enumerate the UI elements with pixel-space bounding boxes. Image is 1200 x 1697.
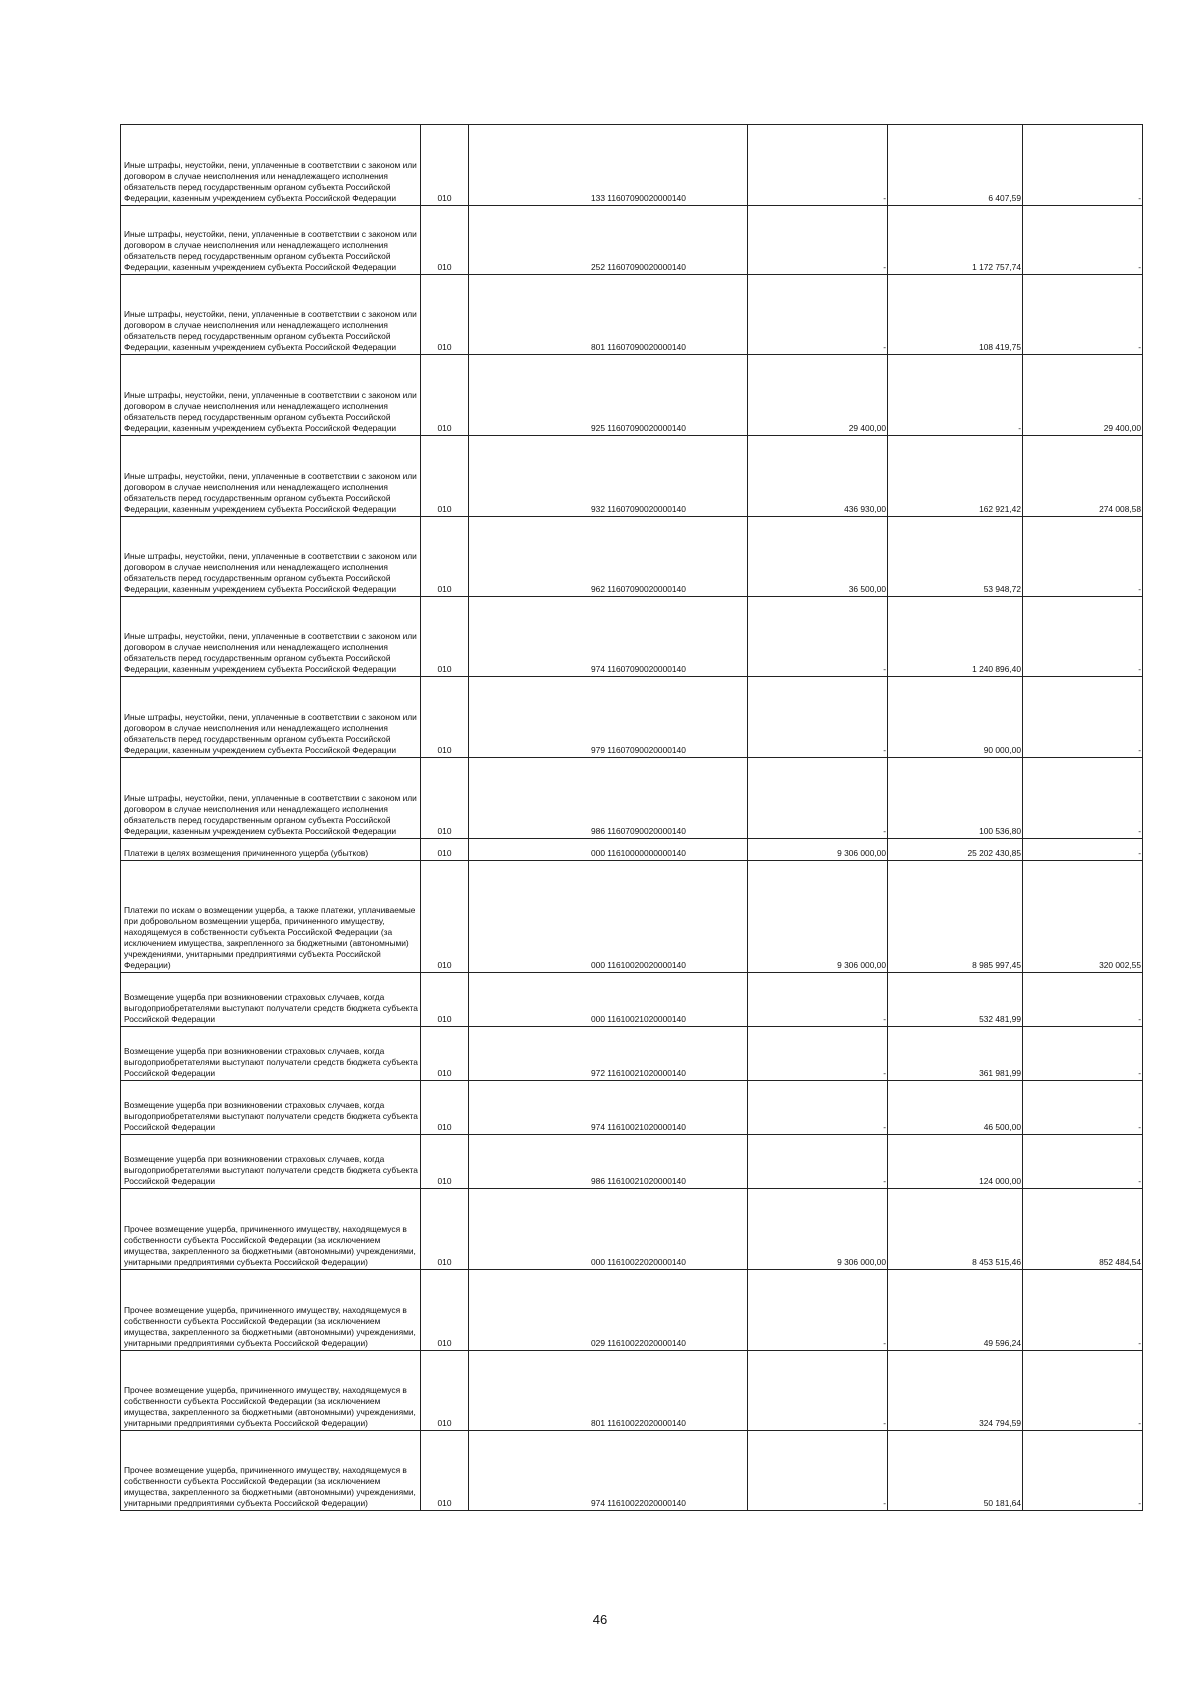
row-line-code-cell: 010 xyxy=(421,1431,469,1511)
table-row xyxy=(121,1270,1143,1351)
row-name-cell: Возмещение ущерба при возникновении страховых случаев, когда выгодоприобретателями выступают получатели средств бюджета субъекта Российской Федерации xyxy=(121,1027,421,1081)
row-assigned-cell: - xyxy=(748,677,888,758)
row-assigned-cell: - xyxy=(748,1027,888,1081)
row-unexecuted-cell: 29 400,00 xyxy=(1023,355,1143,436)
row-executed-cell: 49 596,24 xyxy=(888,1270,1023,1351)
row-name-cell: Иные штрафы, неустойки, пени, уплаченные в соответствии с законом или договором в случае неисполнения или ненадлежащего исполнения обязательств перед государственным органом субъекта Российской Федерации, казенным учреждением субъекта Российской Федерации xyxy=(121,355,421,436)
row-assigned-cell: - xyxy=(748,125,888,206)
row-line-code-cell: 010 xyxy=(421,758,469,839)
table-row xyxy=(121,1351,1143,1431)
row-name-cell: Иные штрафы, неустойки, пени, уплаченные в соответствии с законом или договором в случае неисполнения или ненадлежащего исполнения обязательств перед государственным органом субъекта Российской Федерации, казенным учреждением субъекта Российской Федерации xyxy=(121,517,421,597)
row-budget-code-cell: 974 11607090020000140 xyxy=(469,597,748,677)
row-assigned-cell: - xyxy=(748,1135,888,1189)
row-name-cell: Иные штрафы, неустойки, пени, уплаченные в соответствии с законом или договором в случае неисполнения или ненадлежащего исполнения обязательств перед государственным органом субъекта Российской Федерации, казенным учреждением субъекта Российской Федерации xyxy=(121,125,421,206)
row-name-cell: Иные штрафы, неустойки, пени, уплаченные в соответствии с законом или договором в случае неисполнения или ненадлежащего исполнения обязательств перед государственным органом субъекта Российской Федерации, казенным учреждением субъекта Российской Федерации xyxy=(121,758,421,839)
table-row xyxy=(121,206,1143,275)
row-unexecuted-cell: - xyxy=(1023,758,1143,839)
row-unexecuted-cell: - xyxy=(1023,1270,1143,1351)
row-name-cell: Иные штрафы, неустойки, пени, уплаченные в соответствии с законом или договором в случае неисполнения или ненадлежащего исполнения обязательств перед государственным органом субъекта Российской Федерации, казенным учреждением субъекта Российской Федерации xyxy=(121,206,421,275)
row-line-code-cell: 010 xyxy=(421,355,469,436)
row-line-code-cell: 010 xyxy=(421,1027,469,1081)
table-row xyxy=(121,517,1143,597)
row-budget-code-cell: 986 11610021020000140 xyxy=(469,1135,748,1189)
row-budget-code-cell: 925 11607090020000140 xyxy=(469,355,748,436)
table-row xyxy=(121,973,1143,1027)
row-executed-cell: 1 172 757,74 xyxy=(888,206,1023,275)
row-assigned-cell: - xyxy=(748,206,888,275)
row-unexecuted-cell: 852 484,54 xyxy=(1023,1189,1143,1270)
row-executed-cell: 1 240 896,40 xyxy=(888,597,1023,677)
row-assigned-cell: - xyxy=(748,275,888,355)
row-unexecuted-cell: - xyxy=(1023,206,1143,275)
row-unexecuted-cell: - xyxy=(1023,1027,1143,1081)
table-row xyxy=(121,1135,1143,1189)
row-executed-cell: 108 419,75 xyxy=(888,275,1023,355)
row-assigned-cell: - xyxy=(748,1431,888,1511)
row-budget-code-cell: 962 11607090020000140 xyxy=(469,517,748,597)
row-unexecuted-cell: - xyxy=(1023,517,1143,597)
row-assigned-cell: 9 306 000,00 xyxy=(748,1189,888,1270)
row-executed-cell: 124 000,00 xyxy=(888,1135,1023,1189)
table-row xyxy=(121,839,1143,861)
table-row xyxy=(121,677,1143,758)
row-assigned-cell: 29 400,00 xyxy=(748,355,888,436)
row-name-cell: Возмещение ущерба при возникновении страховых случаев, когда выгодоприобретателями выступают получатели средств бюджета субъекта Российской Федерации xyxy=(121,1081,421,1135)
table-row xyxy=(121,1431,1143,1511)
row-assigned-cell: 36 500,00 xyxy=(748,517,888,597)
row-line-code-cell: 010 xyxy=(421,597,469,677)
row-executed-cell: 324 794,59 xyxy=(888,1351,1023,1431)
row-budget-code-cell: 000 11610020020000140 xyxy=(469,861,748,973)
row-name-cell: Иные штрафы, неустойки, пени, уплаченные в соответствии с законом или договором в случае неисполнения или ненадлежащего исполнения обязательств перед государственным органом субъекта Российской Федерации, казенным учреждением субъекта Российской Федерации xyxy=(121,275,421,355)
row-line-code-cell: 010 xyxy=(421,839,469,861)
row-budget-code-cell: 974 11610022020000140 xyxy=(469,1431,748,1511)
table-row xyxy=(121,355,1143,436)
row-unexecuted-cell: - xyxy=(1023,1135,1143,1189)
row-line-code-cell: 010 xyxy=(421,517,469,597)
row-budget-code-cell: 029 11610022020000140 xyxy=(469,1270,748,1351)
row-executed-cell: 532 481,99 xyxy=(888,973,1023,1027)
row-budget-code-cell: 252 11607090020000140 xyxy=(469,206,748,275)
row-budget-code-cell: 986 11607090020000140 xyxy=(469,758,748,839)
row-name-cell: Прочее возмещение ущерба, причиненного имуществу, находящемуся в собственности субъекта Российской Федерации (за исключением имущества, закрепленного за бюджетными (автономными) учреждениями, унитарными предприятиями субъекта Российской Федерации) xyxy=(121,1351,421,1431)
row-line-code-cell: 010 xyxy=(421,973,469,1027)
row-assigned-cell: 9 306 000,00 xyxy=(748,839,888,861)
row-unexecuted-cell: - xyxy=(1023,677,1143,758)
table-row xyxy=(121,1027,1143,1081)
row-unexecuted-cell: - xyxy=(1023,1431,1143,1511)
row-name-cell: Иные штрафы, неустойки, пени, уплаченные в соответствии с законом или договором в случае неисполнения или ненадлежащего исполнения обязательств перед государственным органом субъекта Российской Федерации, казенным учреждением субъекта Российской Федерации xyxy=(121,677,421,758)
row-name-cell: Иные штрафы, неустойки, пени, уплаченные в соответствии с законом или договором в случае неисполнения или ненадлежащего исполнения обязательств перед государственным органом субъекта Российской Федерации, казенным учреждением субъекта Российской Федерации xyxy=(121,436,421,517)
row-budget-code-cell: 979 11607090020000140 xyxy=(469,677,748,758)
row-line-code-cell: 010 xyxy=(421,1189,469,1270)
row-line-code-cell: 010 xyxy=(421,1081,469,1135)
row-line-code-cell: 010 xyxy=(421,861,469,973)
row-line-code-cell: 010 xyxy=(421,206,469,275)
row-unexecuted-cell: - xyxy=(1023,275,1143,355)
row-name-cell: Платежи по искам о возмещении ущерба, а также платежи, уплачиваемые при добровольном возмещении ущерба, причиненного имуществу, находящемуся в собственности субъекта Российской Федерации (за исключением имущества, закрепленного за бюджетными (автономными) учреждениями, унитарными предприятиями субъекта Российской Федерации) xyxy=(121,861,421,973)
row-unexecuted-cell: - xyxy=(1023,597,1143,677)
table-row xyxy=(121,1189,1143,1270)
row-assigned-cell: 9 306 000,00 xyxy=(748,861,888,973)
row-budget-code-cell: 000 11610000000000140 xyxy=(469,839,748,861)
row-unexecuted-cell: - xyxy=(1023,973,1143,1027)
row-line-code-cell: 010 xyxy=(421,1135,469,1189)
row-budget-code-cell: 133 11607090020000140 xyxy=(469,125,748,206)
row-line-code-cell: 010 xyxy=(421,1351,469,1431)
row-name-cell: Иные штрафы, неустойки, пени, уплаченные в соответствии с законом или договором в случае неисполнения или ненадлежащего исполнения обязательств перед государственным органом субъекта Российской Федерации, казенным учреждением субъекта Российской Федерации xyxy=(121,597,421,677)
table-row xyxy=(121,1081,1143,1135)
row-budget-code-cell: 801 11607090020000140 xyxy=(469,275,748,355)
row-unexecuted-cell: - xyxy=(1023,125,1143,206)
table-row xyxy=(121,436,1143,517)
row-executed-cell: 50 181,64 xyxy=(888,1431,1023,1511)
page-number: 46 xyxy=(592,1612,608,1627)
row-budget-code-cell: 974 11610021020000140 xyxy=(469,1081,748,1135)
row-line-code-cell: 010 xyxy=(421,1270,469,1351)
row-assigned-cell: - xyxy=(748,1351,888,1431)
row-assigned-cell: - xyxy=(748,1270,888,1351)
row-executed-cell: 46 500,00 xyxy=(888,1081,1023,1135)
row-unexecuted-cell: - xyxy=(1023,1081,1143,1135)
row-unexecuted-cell: - xyxy=(1023,1351,1143,1431)
row-executed-cell: 25 202 430,85 xyxy=(888,839,1023,861)
row-line-code-cell: 010 xyxy=(421,436,469,517)
row-name-cell: Прочее возмещение ущерба, причиненного имуществу, находящемуся в собственности субъекта Российской Федерации (за исключением имущества, закрепленного за бюджетными (автономными) учреждениями, унитарными предприятиями субъекта Российской Федерации) xyxy=(121,1270,421,1351)
row-executed-cell: 361 981,99 xyxy=(888,1027,1023,1081)
table-body xyxy=(121,125,1143,1511)
row-executed-cell: 53 948,72 xyxy=(888,517,1023,597)
row-unexecuted-cell: - xyxy=(1023,839,1143,861)
row-executed-cell: 100 536,80 xyxy=(888,758,1023,839)
row-line-code-cell: 010 xyxy=(421,125,469,206)
row-unexecuted-cell: 320 002,55 xyxy=(1023,861,1143,973)
row-budget-code-cell: 000 11610021020000140 xyxy=(469,973,748,1027)
row-name-cell: Возмещение ущерба при возникновении страховых случаев, когда выгодоприобретателями выступают получатели средств бюджета субъекта Российской Федерации xyxy=(121,1135,421,1189)
row-budget-code-cell: 932 11607090020000140 xyxy=(469,436,748,517)
row-line-code-cell: 010 xyxy=(421,677,469,758)
table-row xyxy=(121,758,1143,839)
row-assigned-cell: - xyxy=(748,758,888,839)
row-budget-code-cell: 000 11610022020000140 xyxy=(469,1189,748,1270)
row-executed-cell: 8 985 997,45 xyxy=(888,861,1023,973)
row-name-cell: Платежи в целях возмещения причиненного ущерба (убытков) xyxy=(121,839,421,861)
row-executed-cell: 8 453 515,46 xyxy=(888,1189,1023,1270)
row-budget-code-cell: 972 11610021020000140 xyxy=(469,1027,748,1081)
table-row xyxy=(121,125,1143,206)
row-assigned-cell: - xyxy=(748,1081,888,1135)
row-assigned-cell: - xyxy=(748,597,888,677)
row-unexecuted-cell: 274 008,58 xyxy=(1023,436,1143,517)
row-name-cell: Прочее возмещение ущерба, причиненного имуществу, находящемуся в собственности субъекта Российской Федерации (за исключением имущества, закрепленного за бюджетными (автономными) учреждениями, унитарными предприятиями субъекта Российской Федерации) xyxy=(121,1189,421,1270)
table-row xyxy=(121,275,1143,355)
row-executed-cell: 6 407,59 xyxy=(888,125,1023,206)
row-name-cell: Прочее возмещение ущерба, причиненного имуществу, находящемуся в собственности субъекта Российской Федерации (за исключением имущества, закрепленного за бюджетными (автономными) учреждениями, унитарными предприятиями субъекта Российской Федерации) xyxy=(121,1431,421,1511)
table-row xyxy=(121,597,1143,677)
row-assigned-cell: 436 930,00 xyxy=(748,436,888,517)
row-executed-cell: 162 921,42 xyxy=(888,436,1023,517)
row-assigned-cell: - xyxy=(748,973,888,1027)
table-row xyxy=(121,861,1143,973)
row-name-cell: Возмещение ущерба при возникновении страховых случаев, когда выгодоприобретателями выступают получатели средств бюджета субъекта Российской Федерации xyxy=(121,973,421,1027)
revenue-table xyxy=(120,124,1143,1511)
row-executed-cell: 90 000,00 xyxy=(888,677,1023,758)
row-executed-cell: - xyxy=(888,355,1023,436)
row-budget-code-cell: 801 11610022020000140 xyxy=(469,1351,748,1431)
row-line-code-cell: 010 xyxy=(421,275,469,355)
